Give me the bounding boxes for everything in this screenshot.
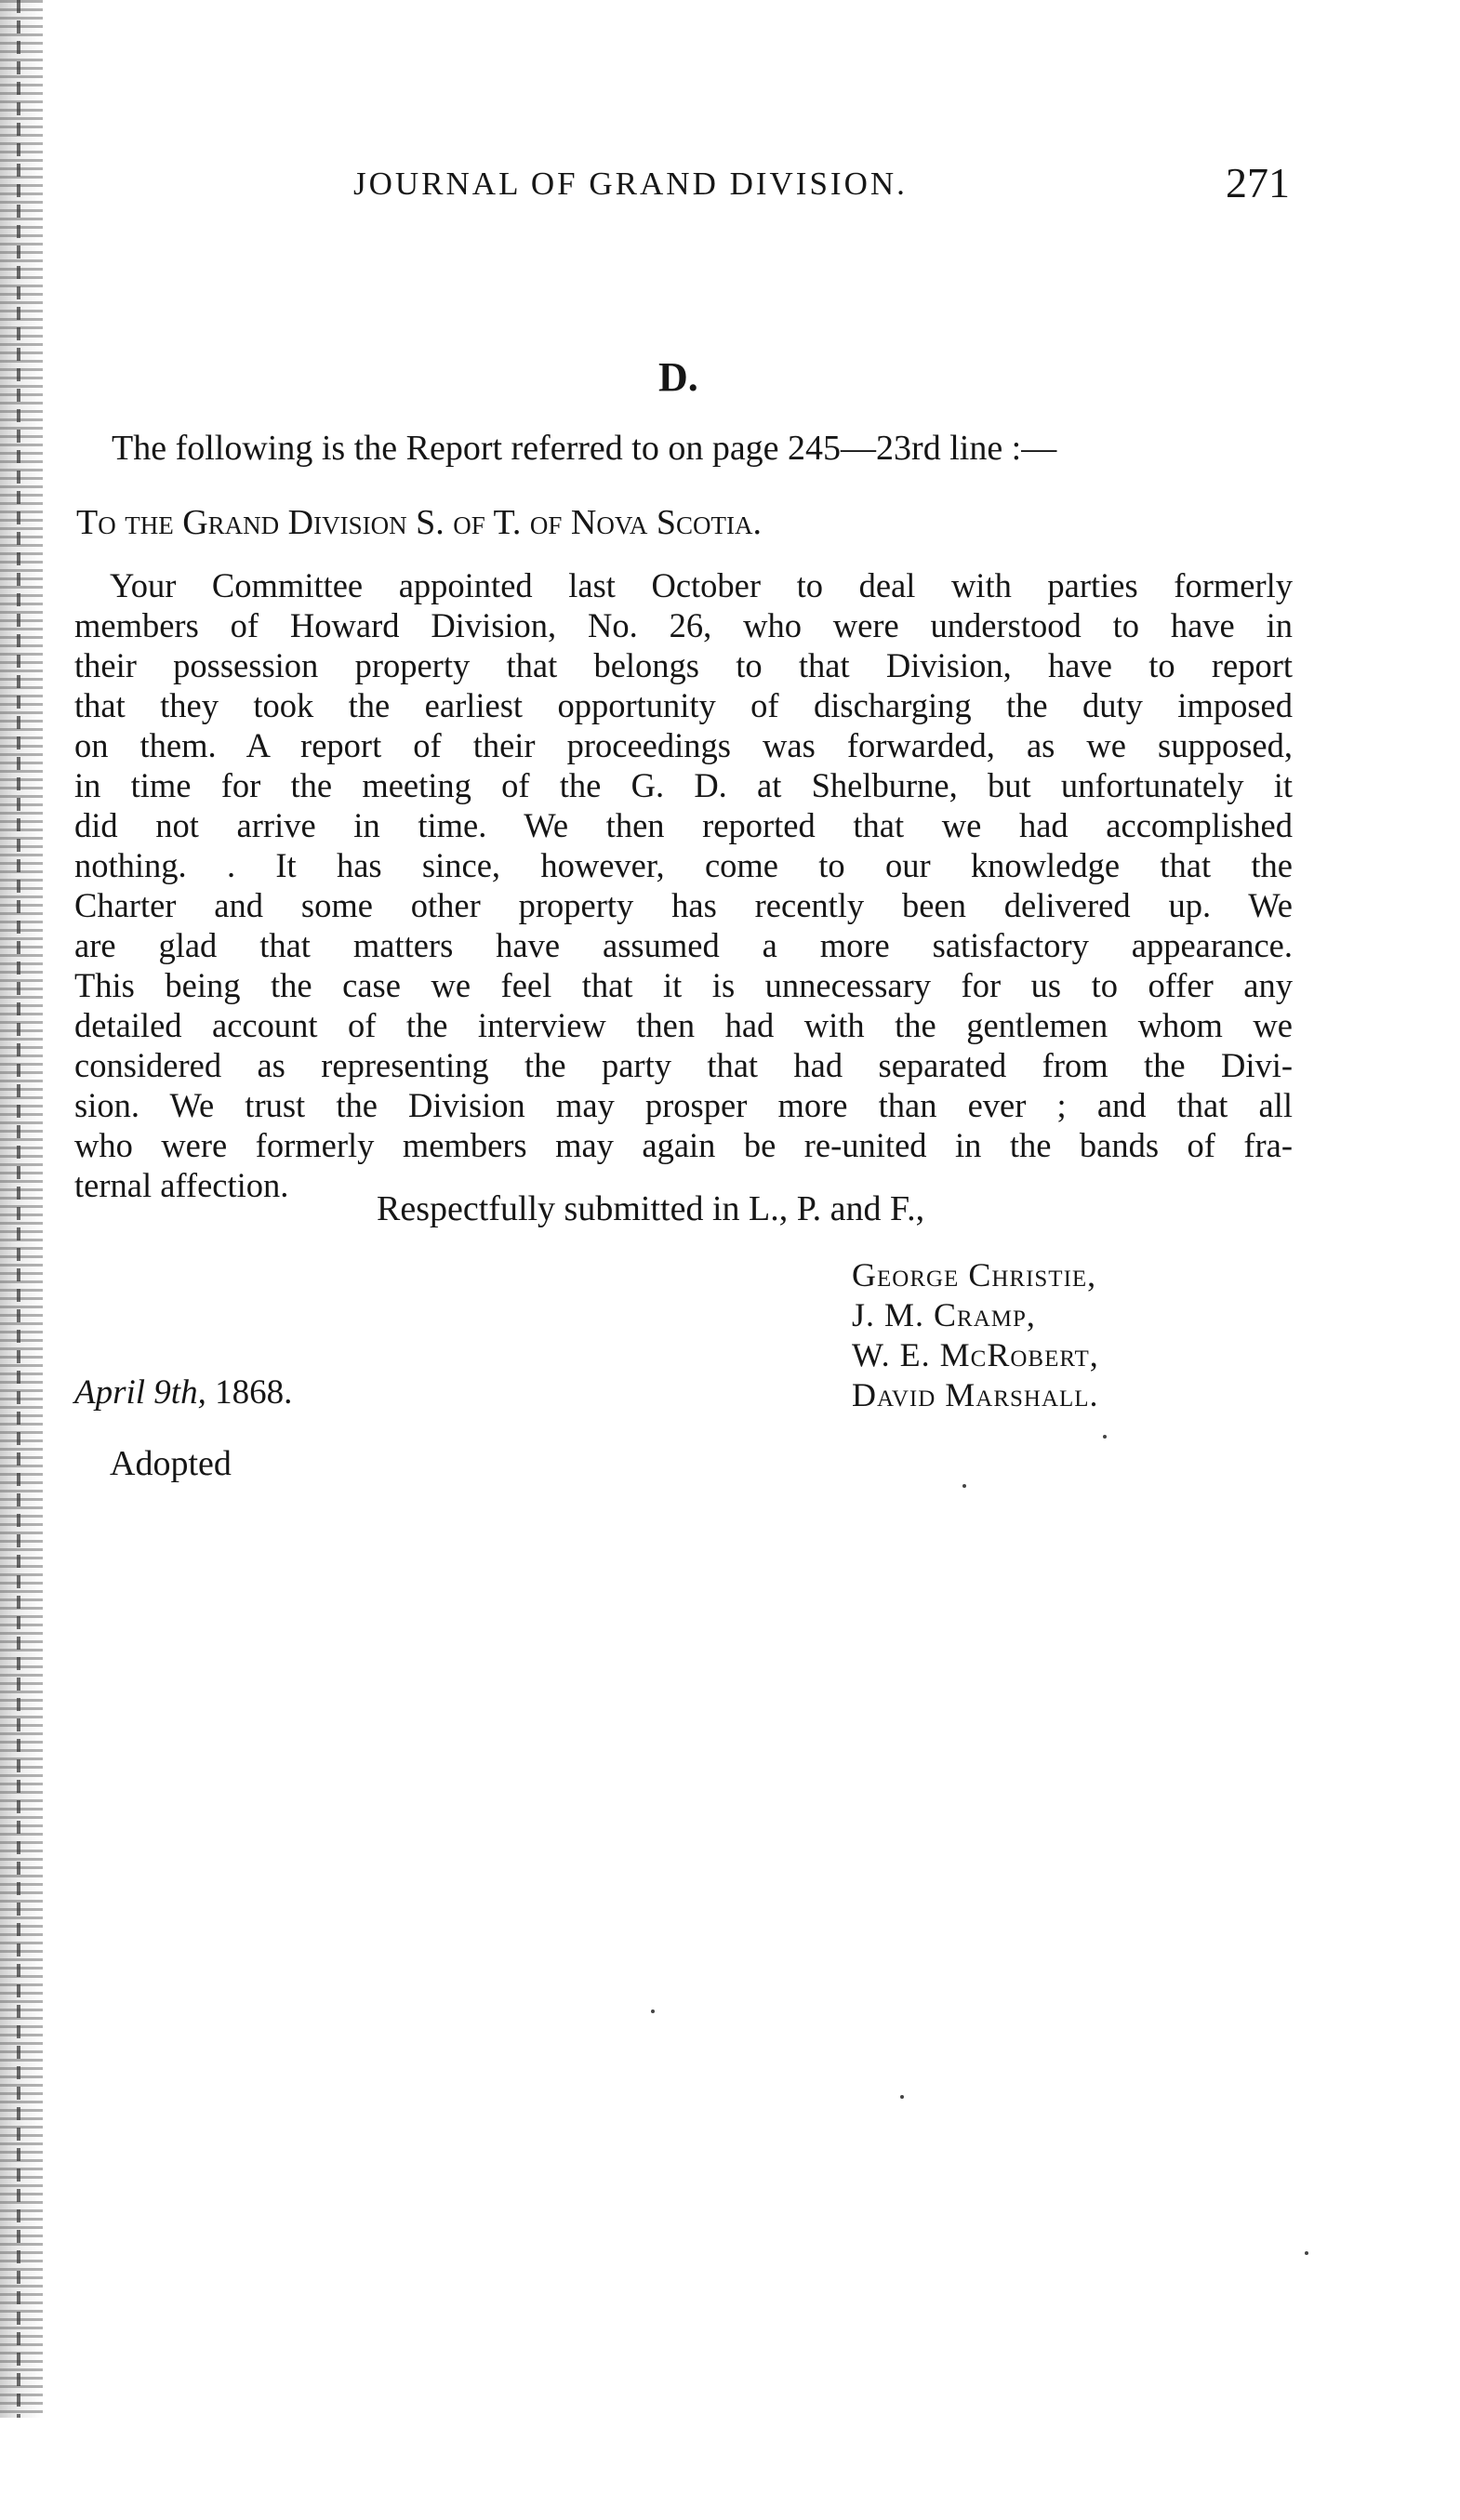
report-line: members of Howard Division, No. 26, who were understood to have in xyxy=(74,606,1293,644)
binding-stitch-line xyxy=(17,0,20,2418)
signatory-name: W. E. McRobert, xyxy=(852,1336,1099,1373)
report-line: sion. We trust the Division may prosper more than ever ; and that all xyxy=(74,1086,1293,1124)
section-heading: D. xyxy=(658,354,698,400)
page-binding-edge xyxy=(0,0,43,2418)
report-date xyxy=(74,1373,292,1413)
signatory-name: J. M. Cramp, xyxy=(852,1296,1036,1333)
report-line: Charter and some other property has recently been delivered up. We xyxy=(74,886,1293,924)
report-line: on them. A report of their proceedings was forwarded, as we supposed, xyxy=(74,726,1293,764)
print-speck xyxy=(651,2009,655,2013)
print-speck xyxy=(962,1484,966,1488)
report-address: To the Grand Division S. of T. of Nova Scotia. xyxy=(76,503,763,542)
report-line: nothing. . It has since, however, come to our knowledge that the xyxy=(74,846,1293,884)
report-line: that they took the earliest opportunity of discharging the duty imposed xyxy=(74,686,1293,724)
report-line: their possession property that belongs to that Division, have to report xyxy=(74,646,1293,684)
running-head-title: JOURNAL OF GRAND DIVISION. xyxy=(353,166,908,202)
report-line: who were formerly members may again be re-united in the bands of fra- xyxy=(74,1126,1293,1164)
closing-line: Respectfully submitted in L., P. and F., xyxy=(377,1189,925,1228)
report-line: ternal affection. xyxy=(74,1166,289,1204)
report-date-day: April 9th, xyxy=(74,1373,206,1412)
page-number: 271 xyxy=(1226,159,1290,206)
report-line: This being the case we feel that it is unnecessary for us to offer any xyxy=(74,966,1293,1004)
report-date-year: 1868. xyxy=(215,1373,293,1412)
report-line: in time for the meeting of the G. D. at Shelburne, but unfortunately it xyxy=(74,766,1293,804)
report-line: detailed account of the interview then had with the gentlemen whom we xyxy=(74,1006,1293,1044)
signatory-list xyxy=(852,1255,1099,1415)
report-line: are glad that matters have assumed a more satisfactory appearance. xyxy=(74,926,1293,964)
signatory-name: David Marshall. xyxy=(852,1376,1099,1413)
report-line: did not arrive in time. We then reported that we had accomplished xyxy=(74,806,1293,844)
print-speck xyxy=(1103,1435,1107,1439)
report-line: Your Committee appointed last October to deal with parties formerly xyxy=(110,566,1293,604)
intro-line: The following is the Report referred to on page 245—23rd line :— xyxy=(112,429,1057,468)
print-speck xyxy=(900,2095,904,2099)
signatory-name: George Christie, xyxy=(852,1256,1097,1293)
print-speck xyxy=(1305,2251,1308,2255)
report-line: considered as representing the party that had separated from the Divi- xyxy=(74,1046,1293,1084)
report-body xyxy=(74,565,1293,1205)
adopted-note: Adopted xyxy=(110,1444,232,1483)
